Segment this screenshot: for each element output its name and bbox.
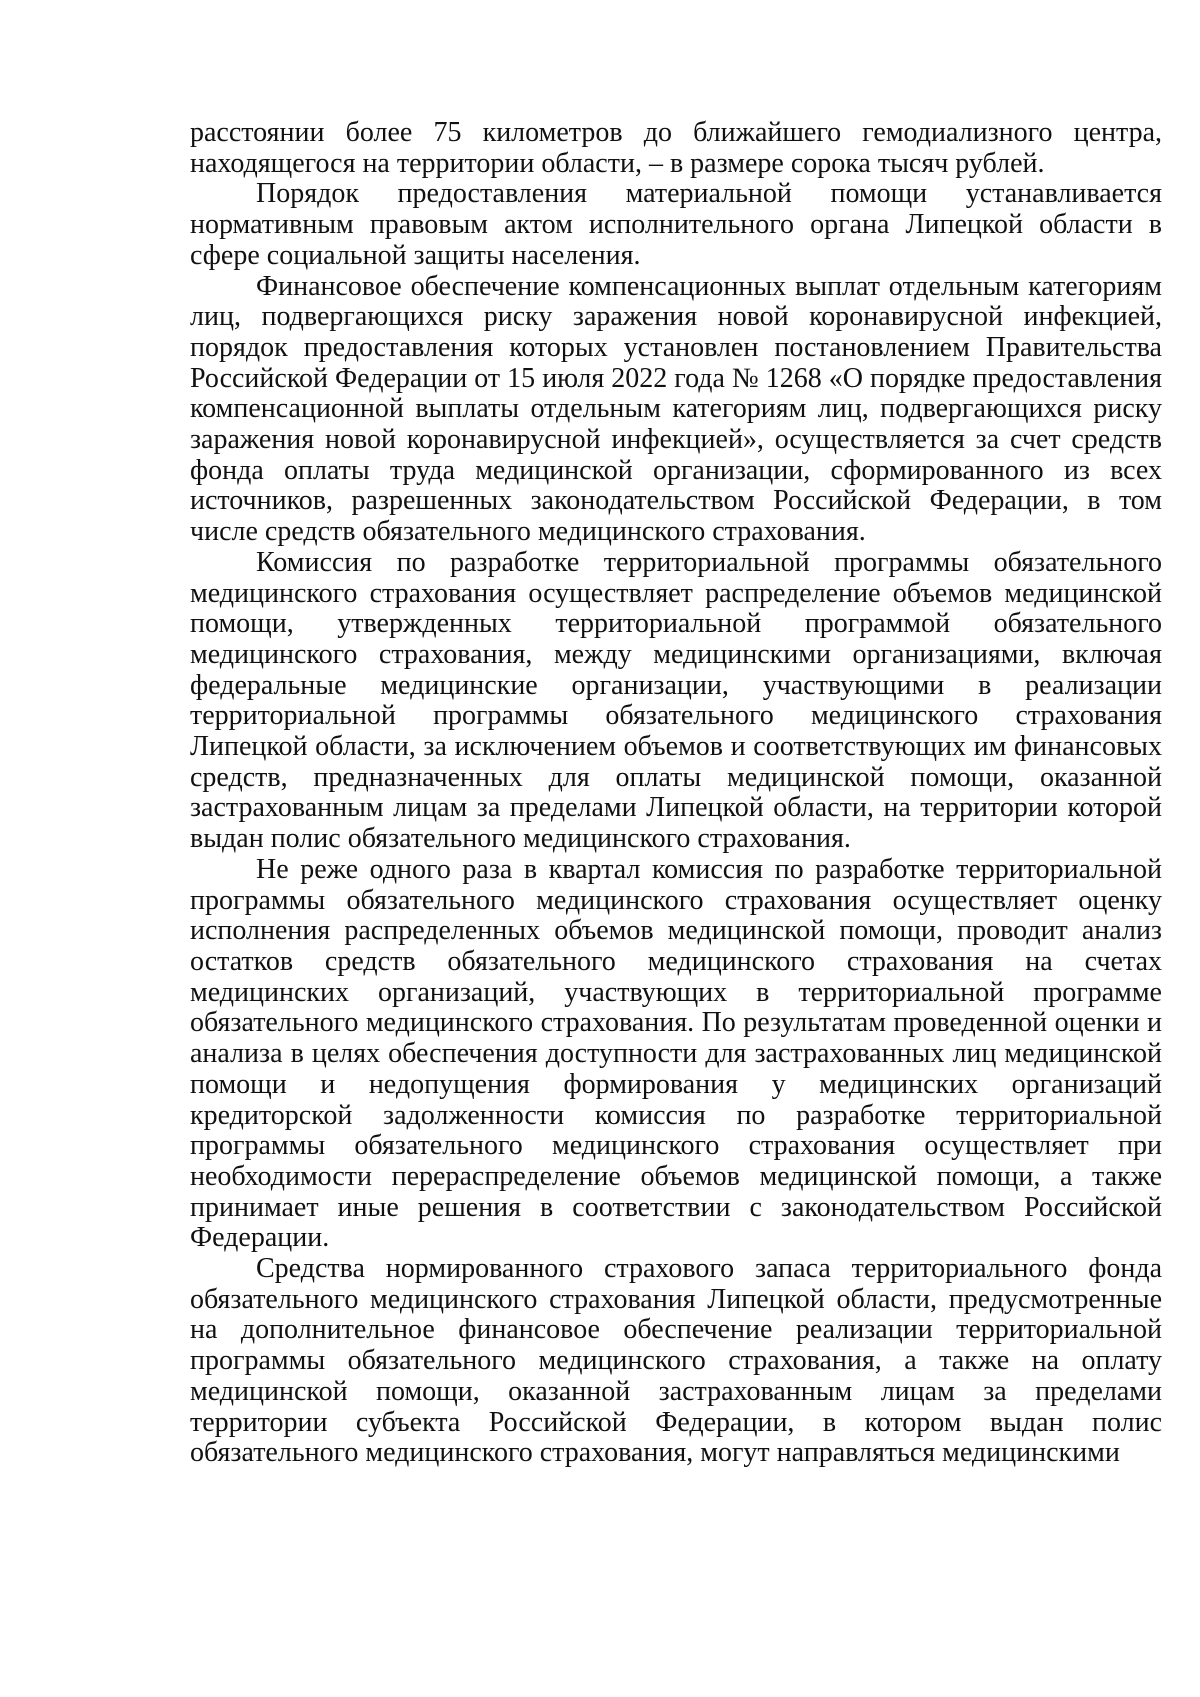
- paragraph-hemodialysis-distance: расстоянии более 75 километров до ближайшего гемодиализного центра, находящегося на территории области, – в размере сорока тысяч рублей.: [190, 117, 1162, 179]
- paragraph-compensation-financing: Финансовое обеспечение компенсационных выплат отдельным категориям лиц, подвергающихся риску заражения новой коронавирусной инфекцией, порядок предоставления которых установлен постановлением Правительства Российской Федерации от 15 июля 2022 года № 1268 «О порядке предоставления компенсационной выплаты отдельным категориям лиц, подвергающихся риску заражения новой коронавирусной инфекцией», осуществляется за счет средств фонда оплаты труда медицинской организации, сформированного из всех источников, разрешенных законодательством Российской Федерации, в том числе средств обязательного медицинского страхования.: [190, 270, 1162, 548]
- paragraph-commission-distribution: Комиссия по разработке территориальной программы обязательного медицинского страхования осуществляет распределение объемов медицинской помощи, утвержденных территориальной программой обязательного медицинского страхования, между медицинскими организациями, включая федеральные медицинские организации, участвующими в реализации территориальной программы обязательного медицинского страхования Липецкой области, за исключением объемов и соответствующих им финансовых средств, предназначенных для оплаты медицинской помощи, оказанной застрахованным лицам за пределами Липецкой области, на территории которой выдан полис обязательного медицинского страхования.: [190, 546, 1162, 855]
- paragraph-assistance-procedure: Порядок предоставления материальной помощи устанавливается нормативным правовым актом исполнительного органа Липецкой области в сфере социальной защиты населения.: [190, 178, 1162, 271]
- paragraph-insurance-reserve: Средства нормированного страхового запаса территориального фонда обязательного медицинского страхования Липецкой области, предусмотренные на дополнительное финансовое обеспечение реализации территориальной программы обязательного медицинского страхования, а также на оплату медицинской помощи, оказанной застрахованным лицам за пределами территории субъекта Российской Федерации, в котором выдан полис обязательного медицинского страхования, могут направляться медицинскими: [190, 1253, 1162, 1469]
- paragraph-quarterly-assessment: Не реже одного раза в квартал комиссия по разработке территориальной программы обязательного медицинского страхования осуществляет оценку исполнения распределенных объемов медицинской помощи, проводит анализ остатков средств обязательного медицинского страхования на счетах медицинских организаций, участвующих в территориальной программе обязательного медицинского страхования. По результатам проведенной оценки и анализа в целях обеспечения доступности для застрахованных лиц медицинской помощи и недопущения формирования у медицинских организаций кредиторской задолженности комиссия по разработке территориальной программы обязательного медицинского страхования осуществляет при необходимости перераспределение объемов медицинской помощи, а также принимает иные решения в соответствии с законодательством Российской Федерации.: [190, 853, 1162, 1254]
- document-body: [190, 118, 1162, 1469]
